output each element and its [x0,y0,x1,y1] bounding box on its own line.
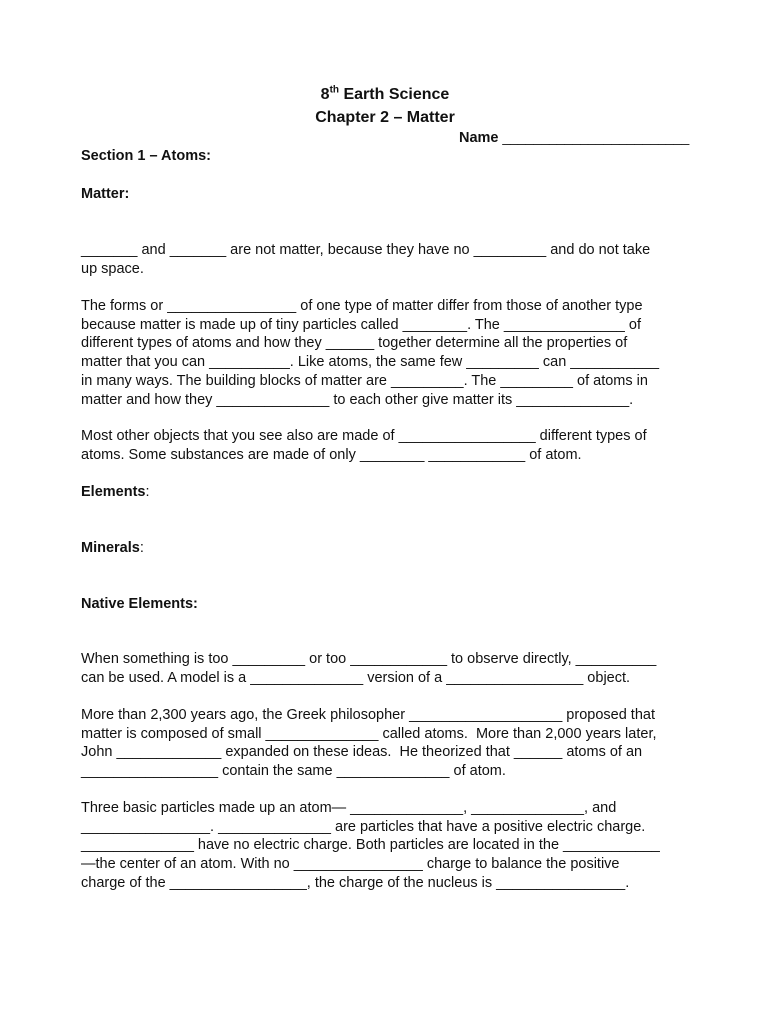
minerals-label: Minerals [81,540,140,556]
paragraph-objects [81,427,701,464]
text-line: up space. [81,260,144,277]
paragraph-greek-philosopher [81,706,701,781]
subject-title: Earth Science [339,86,450,103]
paragraph-particles [81,799,701,893]
text-line: atoms. Some substances are made of only ________ ____________ of atom. [81,446,582,463]
name-field[interactable] [459,128,689,147]
name-label: Name [459,130,499,146]
minerals-colon: : [139,540,144,556]
text-line: different types of atoms and how they ______ together determine all the properties of [81,335,628,352]
paragraph-forms-of-matter [81,297,701,409]
text-line: Most other objects that you see also are made of _________________ different types of [81,428,647,444]
grade-suffix: th [329,84,340,96]
text-line: can be used. A model is a ______________ version of a _________________ object. [81,669,631,686]
text-line: matter is composed of small ______________ called atoms. More than 2,000 years later, [81,725,657,742]
name-blank[interactable]: ________________________ [498,129,690,145]
text-line: because matter is made up of tiny particles called ________. The _______________ of [81,316,641,333]
text-line: John _____________ expanded on these ideas. He theorized that ______ atoms of an [81,744,643,761]
text-line: _______ and _______ are not matter, because they have no _________ and do not take [81,242,651,258]
paragraph-models [81,650,701,687]
text-line: ________________. ______________ are particles that have a positive electric charge. [81,818,646,835]
native-elements-heading: Native Elements: [81,596,198,612]
elements-heading [81,483,150,501]
text-line: in many ways. The building blocks of matter are _________. The _________ of atoms in [81,372,648,389]
text-line: charge of the _________________, the charge of the nucleus is ________________. [81,874,630,891]
chapter-title: Chapter 2 – Matter [315,109,455,126]
text-line: More than 2,300 years ago, the Greek philosopher ___________________ proposed that [81,707,655,723]
section-heading: Section 1 – Atoms: [81,148,211,164]
minerals-heading [81,539,144,557]
elements-colon: : [145,484,150,500]
text-line: —the center of an atom. With no ________________ charge to balance the positive [81,856,620,873]
paragraph-matter-not [81,241,701,278]
worksheet-title [0,84,770,106]
text-line: When something is too _________ or too ____________ to observe directly, __________ [81,651,657,667]
grade-number: 8 [320,86,330,103]
elements-label: Elements [81,484,146,500]
text-line: _________________ contain the same ______________ of atom. [81,763,506,780]
text-line: The forms or ________________ of one type of matter differ from those of another type [81,298,643,314]
text-line: matter that you can __________. Like atoms, the same few _________ can ___________ [81,354,660,371]
text-line: matter and how they ______________ to each other give matter its ______________. [81,391,634,408]
text-line: ______________ have no electric charge. Both particles are located in the ____________ [81,837,660,854]
text-line: Three basic particles made up an atom— ______________, ______________, and [81,800,617,816]
matter-heading: Matter: [81,186,130,202]
